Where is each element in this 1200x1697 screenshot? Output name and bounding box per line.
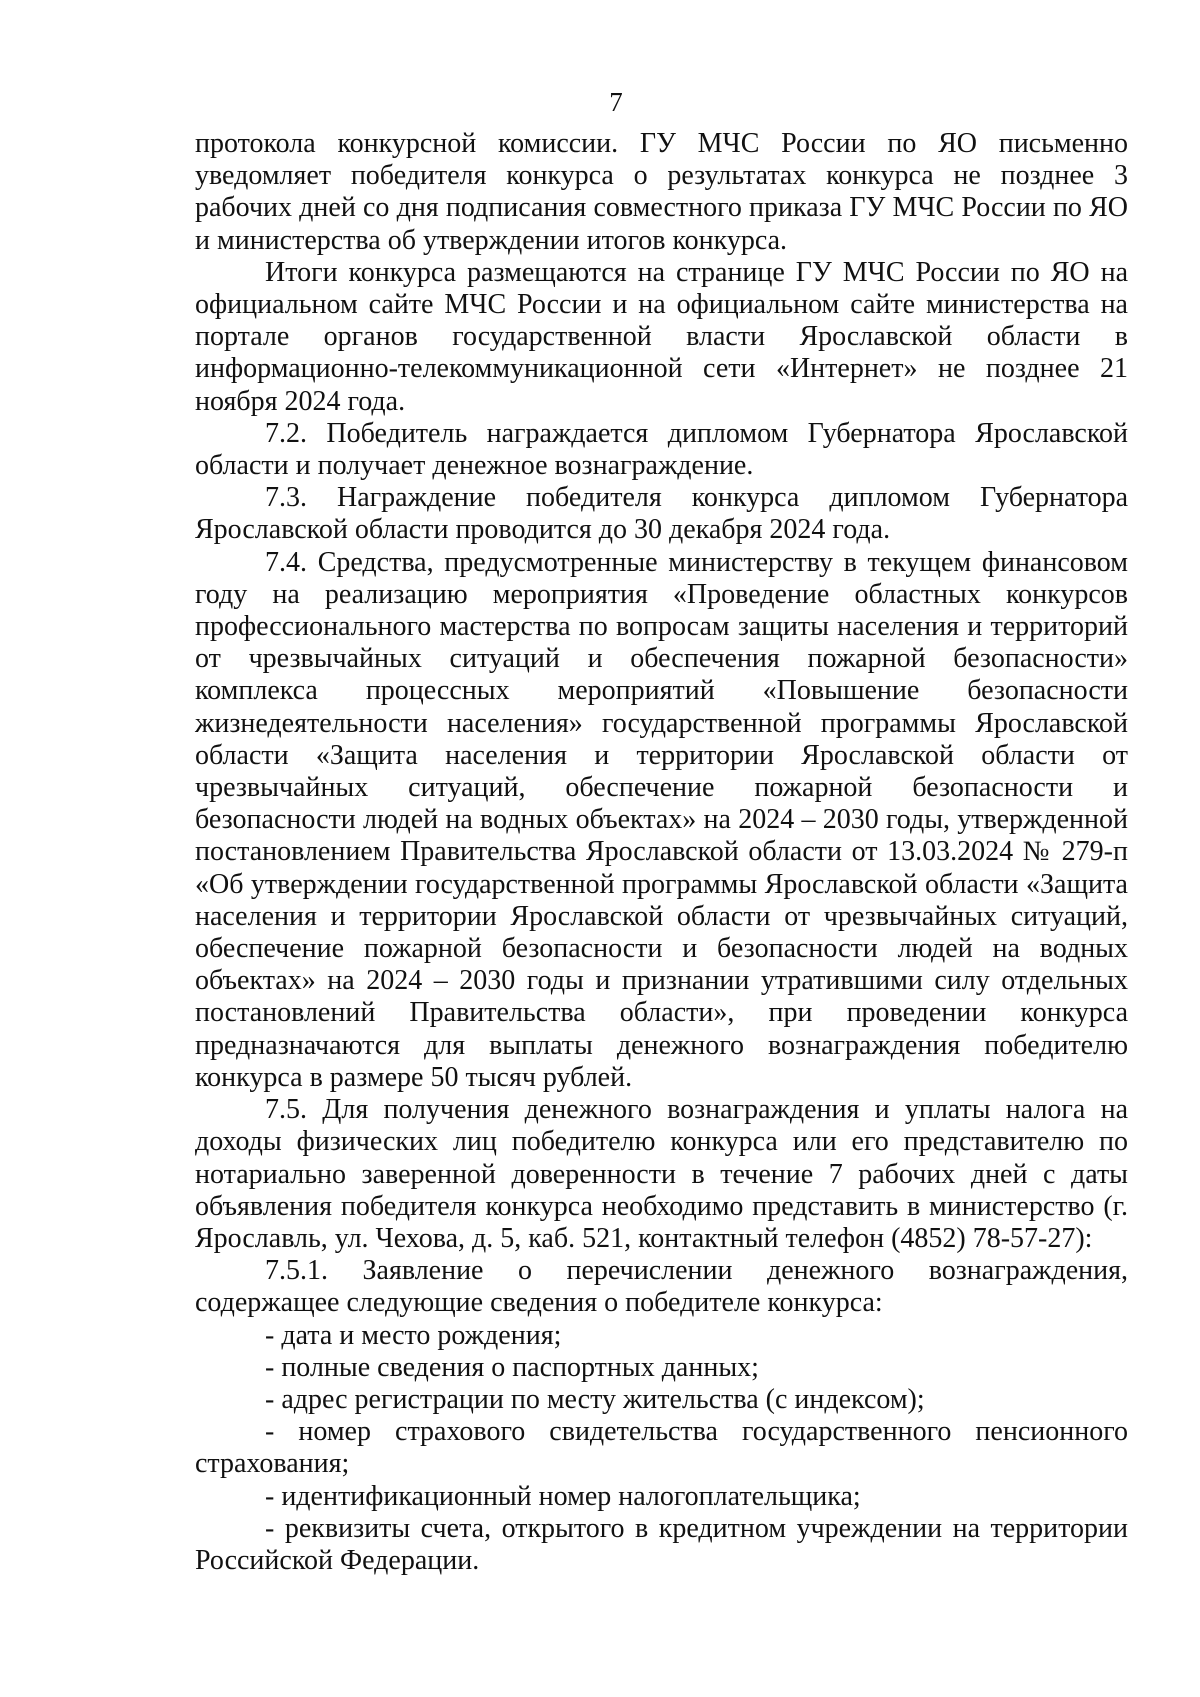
list-item-pension-insurance-number: - номер страхового свидетельства государственного пенсионного страхования; xyxy=(195,1416,1128,1480)
document-body xyxy=(195,128,1128,1577)
paragraph-results-publication: Итоги конкурса размещаются на странице ГУ МЧС России по ЯО на официальном сайте МЧС России и на официальном сайте министерства на портале органов государственной власти Ярославской области в информационно-телекоммуникационной сети «Интернет» не позднее 21 ноября 2024 года. xyxy=(195,256,1128,417)
list-item-taxpayer-id: - идентификационный номер налогоплательщика; xyxy=(265,1480,861,1512)
paragraph-7-5: 7.5. Для получения денежного вознаграждения и уплаты налога на доходы физических лиц победителю конкурса или его представителю по нотариально заверенной доверенности в течение 7 рабочих дней с даты объявления победителя конкурса необходимо представить в министерство (г. Ярославль, ул. Чехова, д. 5, каб. 521, контактный телефон (4852) 78-57-27): xyxy=(195,1094,1128,1254)
list-item-passport-data: - полные сведения о паспортных данных; xyxy=(265,1351,759,1383)
paragraph-7-5-1: 7.5.1. Заявление о перечислении денежного вознаграждения, содержащее следующие сведения о победителе конкурса: xyxy=(195,1255,1128,1319)
list-item-registration-address: - адрес регистрации по месту жительства (с индексом); xyxy=(265,1383,925,1415)
page-number: 7 xyxy=(609,87,623,117)
paragraph-results-notification: протокола конкурсной комиссии. ГУ МЧС России по ЯО письменно уведомляет победителя конкурса о результатах конкурса не позднее 3 рабочих дней со дня подписания совместного приказа ГУ МЧС России по ЯО и министерства об утверждении итогов конкурса. xyxy=(195,128,1128,256)
paragraph-7-4: 7.4. Средства, предусмотренные министерству в текущем финансовом году на реализацию мероприятия «Проведение областных конкурсов профессионального мастерства по вопросам защиты населения и территорий от чрезвычайных ситуаций и обеспечения пожарной безопасности» комплекса процессных мероприятий «Повышение безопасности жизнедеятельности населения» государственной программы Ярославской области «Защита населения и территории Ярославской области от чрезвычайных ситуаций, обеспечение пожарной безопасности и безопасности людей на водных объектах» на 2024 – 2030 годы, утвержденной постановлением Правительства Ярославской области от 13.03.2024 № 279-п «Об утверждении государственной программы Ярославской области «Защита населения и территории Ярославской области от чрезвычайных ситуаций, обеспечение пожарной безопасности и безопасности людей на водных объектах» на 2024 – 2030 годы и признании утратившими силу отдельных постановлений Правительства области», при проведении конкурса предназначаются для выплаты денежного вознаграждения победителю конкурса в размере 50 тысяч рублей. xyxy=(195,546,1128,1093)
list-item-bank-account-details: - реквизиты счета, открытого в кредитном учреждении на территории Российской Федерации. xyxy=(195,1512,1128,1576)
paragraph-7-3: 7.3. Награждение победителя конкурса дипломом Губернатора Ярославской области проводится до 30 декабря 2024 года. xyxy=(195,482,1128,546)
paragraph-7-2: 7.2. Победитель награждается дипломом Губернатора Ярославской области и получает денежное вознаграждение. xyxy=(195,417,1128,482)
list-item-birth-date-place: - дата и место рождения; xyxy=(265,1319,562,1351)
